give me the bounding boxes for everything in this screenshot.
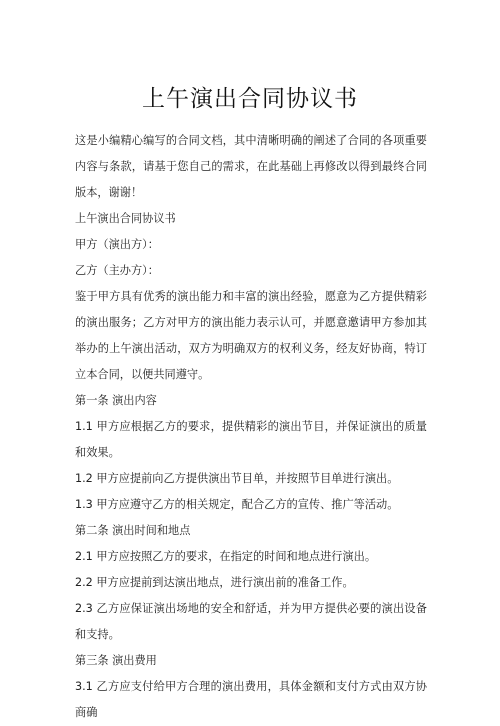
party-b-line: 乙方（主办方）：	[75, 264, 159, 277]
contract-name-line: 上午演出合同协议书	[75, 212, 176, 225]
document-title: 上午演出合同协议书	[142, 86, 358, 112]
clause-1-2: 1.2 甲方应提前向乙方提供演出节目单，并按照节目单进行演出。	[75, 472, 399, 485]
document-body	[75, 128, 427, 726]
preamble-paragraph: 鉴于甲方具有优秀的演出能力和丰富的演出经验，愿意为乙方提供精彩的演出服务；乙方对甲方的演出能力表示认可，并愿意邀请甲方参加其举办的上午演出活动，双方为明确双方的权利义务，经友好协商，特订立本合同，以便共同遵守。	[75, 290, 427, 381]
article-3-heading: 第三条 演出费用	[75, 654, 157, 667]
clause-1-1: 1.1 甲方应根据乙方的要求，提供精彩的演出节目，并保证演出的质量和效果。	[75, 420, 427, 459]
article-1-heading: 第一条 演出内容	[75, 394, 157, 407]
intro-paragraph: 这是小编精心编写的合同文档，其中清晰明确的阐述了合同的各项重要内容与条款，请基于您自己的需求，在此基础上再修改以得到最终合同版本，谢谢！	[75, 134, 427, 199]
clause-2-2: 2.2 甲方应提前到达演出地点，进行演出前的准备工作。	[75, 576, 354, 589]
party-a-line: 甲方（演出方）：	[75, 238, 159, 251]
clause-3-1: 3.1 乙方应支付给甲方合理的演出费用，具体金额和支付方式由双方协商确	[75, 680, 427, 719]
clause-2-3: 2.3 乙方应保证演出场地的安全和舒适，并为甲方提供必要的演出设备和支持。	[75, 602, 427, 641]
clause-2-1: 2.1 甲方应按照乙方的要求，在指定的时间和地点进行演出。	[75, 550, 377, 563]
clause-1-3: 1.3 甲方应遵守乙方的相关规定，配合乙方的宣传、推广等活动。	[75, 498, 399, 511]
article-2-heading: 第二条 演出时间和地点	[75, 524, 191, 537]
